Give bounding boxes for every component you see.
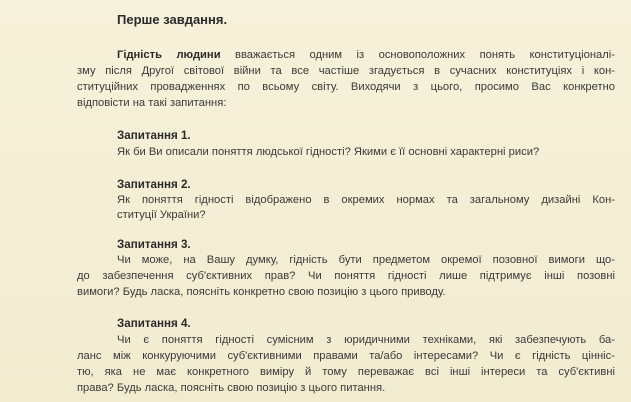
question-4-line-2: ланс між конкуруючими суб'єктивними правами та/або інтересами? Чи є гідність цінніс- xyxy=(77,350,615,362)
question-1-line-1: Як би Ви описали поняття людської гідності? Якими є її основні характерні риси? xyxy=(117,146,540,158)
intro-line-2: зму після Другої світової війни та все частіше згадується в сучасних конституціях і кон- xyxy=(77,65,615,77)
question-2-title: Запитання 2. xyxy=(117,178,191,191)
question-3-title: Запитання 3. xyxy=(117,238,191,251)
question-3-line-2: до забезпечення суб'єктивних прав? Чи поняття гідності лише підтримує інші позовні xyxy=(77,270,615,282)
question-3-line-3: вимоги? Будь ласка, поясніть конкретно свою позицію з цього приводу. xyxy=(77,286,446,298)
question-2-line-1: Як поняття гідності відображено в окремих нормах та загальному дизайні Кон- xyxy=(117,194,615,206)
intro-line-1 xyxy=(117,48,615,62)
question-4-line-4: права? Будь ласка, поясніть свою позицію з цього питання. xyxy=(77,382,386,394)
question-3-line-1: Чи може, на Вашу думку, гідність бути предметом окремої позовної вимоги що- xyxy=(117,254,615,266)
question-2-line-2: ституції України? xyxy=(117,209,206,221)
intro-line-3: ституційних провадженнях по всьому світу. Виходячи з цього, просимо Вас конкретно xyxy=(77,81,615,93)
intro-line-1-rest: вважається одним із основоположних понять конституціоналі- xyxy=(220,49,616,61)
question-4-line-1: Чи є поняття гідності сумісним з юридичними техніками, які забезпечують ба- xyxy=(117,334,615,346)
intro-bold-lead: Гідність людини xyxy=(117,49,221,61)
question-1-title: Запитання 1. xyxy=(117,129,191,142)
section-heading: Перше завдання. xyxy=(117,12,228,27)
question-4-title: Запитання 4. xyxy=(117,317,191,330)
intro-line-4: відповісти на такі запитання: xyxy=(77,97,227,109)
question-4-line-3: тю, яка не має конкретного виміру й тому переважає всі інші інтереси та суб'єктивні xyxy=(77,366,615,378)
